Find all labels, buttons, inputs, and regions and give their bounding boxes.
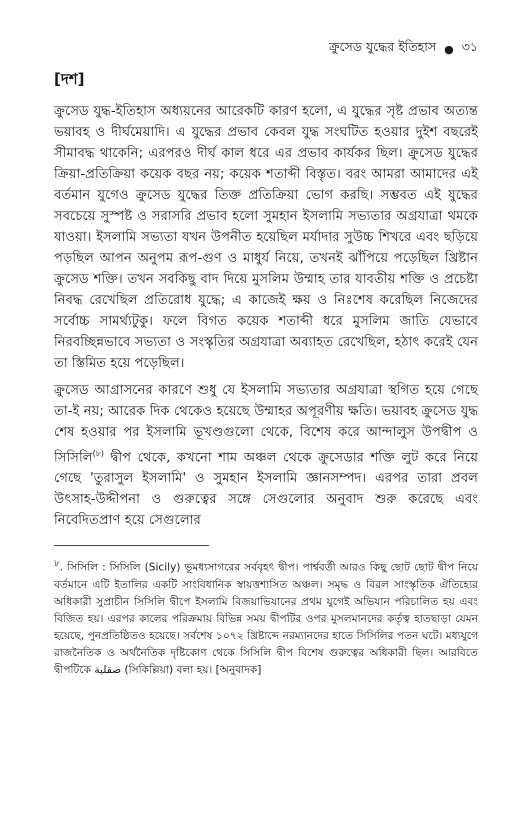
- paragraph-text: দ্বীপ থেকে, কখনো শাম অঞ্চল থেকে ক্রুসেডার শক্তি লুট করে নিয়ে গেছে 'তুরাসুল ইসলামি' ও সুমহান ইসলামি জ্ঞানসম্পদ। এরপর তারা প্রবল উৎসাহ-উদ্দীপনা ও গুরুত্বের সঙ্গে সেগুলোর অনুবাদ শুরু করেছে এবং নিবেদিতপ্রাণ হয়ে সেগুলোর: [54, 450, 478, 529]
- header-title: ক্রুসেড যুদ্ধের ইতিহাস: [329, 39, 437, 54]
- body-text: [54, 101, 478, 531]
- page-number: ৩১: [461, 39, 478, 54]
- header-bullet: ●: [444, 42, 454, 56]
- section-title: [দশ]: [54, 70, 85, 88]
- page: [54, 40, 478, 679]
- footnote-divider: [54, 545, 209, 546]
- footnote-text: [54, 556, 478, 679]
- footnote: [54, 556, 478, 679]
- footnote-body: . সিসিলি : সিসিলি (Sicily) ভূমধ্যসাগরের সর্ববৃহৎ দ্বীপ। পার্শ্ববর্তী আরও কিছু ছোট ছোট দ্বীপ নিয়ে বর্তমানে এটি ইতালির একটি সাংবিধানিক স্বায়ত্তশাসিত অঞ্চল। সমৃদ্ধ ও বিরল সাংস্কৃতিক ঐতিহ্যের অধিকারী সুপ্রাচীন সিসিলি দ্বীপে ইসলামি বিজয়াভিযানের প্রথম যুগেই অভিযান পরিচালিত হয় এবং বিজিত হয়। এরপর কালের পরিক্রমায় বিভিন্ন সময় দ্বীপটির ওপর মুসলমানদের কর্তৃত্ব হাতছাড়া যেমন হয়েছে, পুনপ্রতিষ্ঠিতও হয়েছে। সর্বশেষ ১০৭২ খ্রিষ্টাব্দে নরম্যানদের হাতে সিসিলির পতন ঘটে। মধ্যযুগে রাজনৈতিক ও অর্থনৈতিক দৃষ্টিকোণ থেকে সিসিলি দ্বীপ বিশেষ গুরুত্বের অধিকারী ছিল। আরবিতে দ্বীপটিকে صقلية (সিকিল্লিয়া) বলা হয়। [অনুবাদক]: [54, 561, 478, 676]
- footnote-reference[interactable]: (৮): [92, 449, 105, 458]
- running-header: [54, 40, 478, 58]
- paragraph-text: ক্রুসেড আগ্রাসনের কারণে শুধু যে ইসলামি সভ্যতার অগ্রযাত্রা স্থগিত হয়ে গেছে তা-ই নয়; আরেক দিক থেকেও হয়েছে উম্মাহর অপূরণীয় ক্ষতি। ভয়াবহ ক্রুসেড যুদ্ধ শেষ হওয়ার পর ইসলামি ভূখণ্ডগুলো থেকে, বিশেষ করে আন্দালুস উপদ্বীপ ও সিসিলি: [54, 383, 478, 466]
- paragraph: ক্রুসেড যুদ্ধ-ইতিহাস অধ্যয়নের আরেকটি কারণ হলো, এ যুদ্ধের সৃষ্ট প্রভাব অত্যন্ত ভয়াবহ ও দীর্ঘমেয়াদি। এ যুদ্ধের প্রভাব কেবল যুদ্ধ সংঘটিত হওয়ার দুইশ বছরেই সীমাবদ্ধ থাকেনি; এরপরও দীর্ঘ কাল ধরে এর প্রভাব কার্যকর ছিল। ক্রুসেড যুদ্ধের ক্রিয়া-প্রতিক্রিয়া কয়েক বছর নয়; কয়েক শতাব্দী বিস্তৃত। বরং আমরা আমাদের এই বর্তমান যুগেও ক্রুসেড যুদ্ধের তিক্ত প্রতিক্রিয়া ভোগ করছি। সম্ভবত এই যুদ্ধের সবচেয়ে সুস্পষ্ট ও সরাসরি প্রভাব হলো সুমহান ইসলামি সভ্যতার অগ্রযাত্রা থমকে যাওয়া। ইসলামি সভ্যতা যখন উপনীত হয়েছিল মর্যাদার সুউচ্চ শিখরে এবং ছড়িয়ে পড়ছিল আপন অনুপম রূপ-গুণ ও মাধুর্য নিয়ে, তখনই ঝাঁপিয়ে পড়েছিল খ্রিষ্টান ক্রুসেড শক্তি। তখন সবকিছু বাদ দিয়ে মুসলিম উম্মাহ তার যাবতীয় শক্তি ও প্রচেষ্টা নিবদ্ধ রেখেছিল প্রতিরোধ যুদ্ধে; এ কাজেই ক্ষয় ও নিঃশেষ করেছিল নিজেদের সর্বোচ্চ সামর্থ্যটুকু। ফলে বিগত কয়েক শতাব্দী ধরে মুসলিম জাতি যেভাবে নিরবচ্ছিন্নভাবে সভ্যতা ও সংস্কৃতির অগ্রযাত্রা অব্যাহত রেখেছিল, হঠাৎ করেই যেন তা স্তিমিত হয়ে পড়েছিল।: [54, 104, 478, 371]
- paragraph: [54, 380, 478, 531]
- footnote-marker: ৮: [54, 559, 60, 570]
